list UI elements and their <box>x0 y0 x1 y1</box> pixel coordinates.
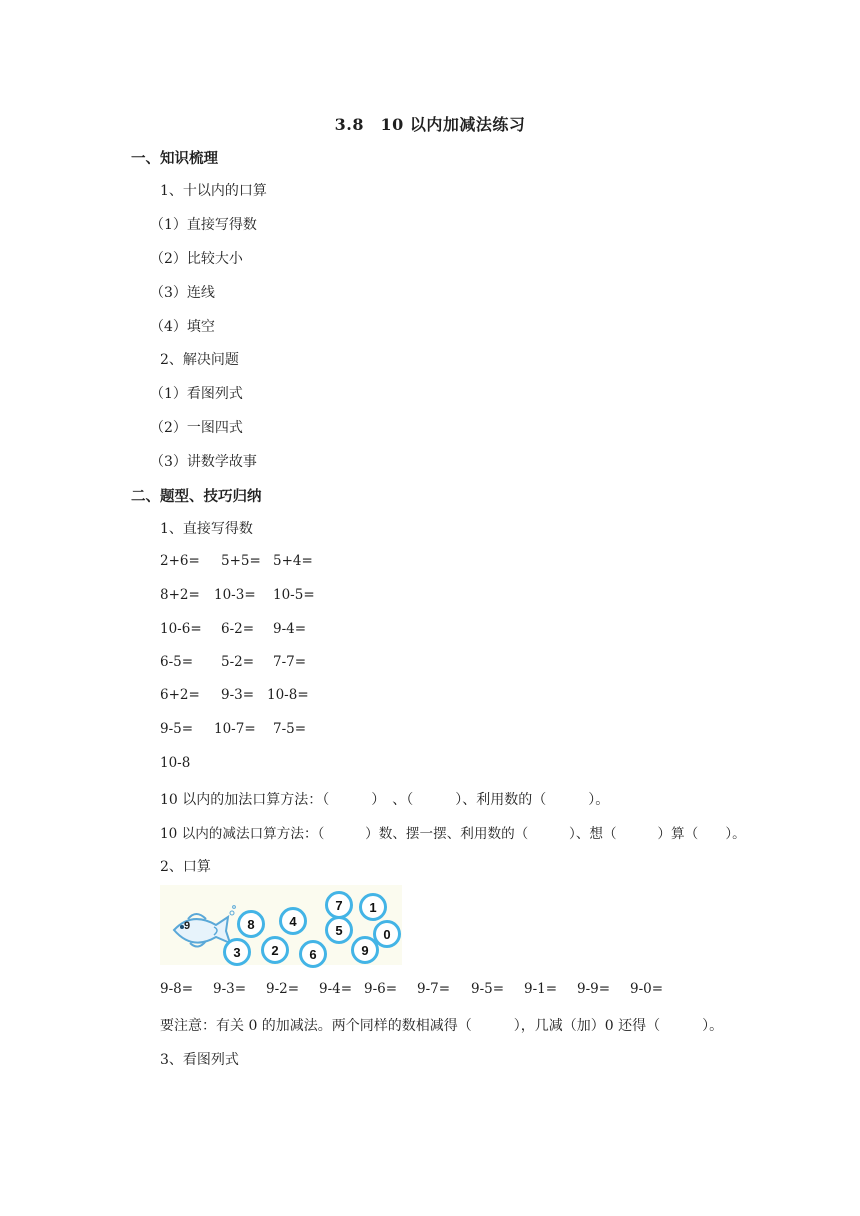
list-item: （1）看图列式 <box>150 386 243 402</box>
section-heading-knowledge: 一、知识梳理 <box>131 150 218 167</box>
number-bubble: 5 <box>325 916 353 944</box>
number-bubble: 3 <box>223 938 251 966</box>
number-bubble: 2 <box>261 936 289 964</box>
number-bubble: 6 <box>299 940 327 968</box>
exercise-item: 10-6= <box>160 621 202 637</box>
oral-item: 9-2= <box>266 981 300 997</box>
exercise-item: 6+2= <box>160 687 200 703</box>
list-item: （3）讲数学故事 <box>150 454 257 470</box>
list-item: （3）连线 <box>150 285 215 301</box>
number-bubble: 7 <box>325 891 353 919</box>
exercise-item: 2+6= <box>160 553 200 569</box>
page-title: 3.8 10 以内加减法练习 <box>334 115 526 134</box>
oral-item: 9-4= <box>319 981 353 997</box>
subheading-direct-write: 1、直接写得数 <box>160 521 253 537</box>
exercise-item: 6-2= <box>221 621 255 637</box>
zero-note-text: 要注意：有关 0 的加减法。两个同样的数相减得（ ），几减（加）0 还得（ ）。 <box>160 1018 724 1034</box>
fish-number: 9 <box>184 920 191 932</box>
list-item: 1、十以内的口算 <box>160 183 267 199</box>
exercise-item: 8+2= <box>160 587 200 603</box>
exercise-item: 10-7= <box>214 721 256 737</box>
list-item: 2、解决问题 <box>160 352 239 368</box>
list-item: （1）直接写得数 <box>150 217 257 233</box>
oral-item: 9-0= <box>630 981 664 997</box>
section-heading-types: 二、题型、技巧归纳 <box>131 488 262 505</box>
number-bubble: 9 <box>351 936 379 964</box>
exercise-item: 10-8= <box>267 687 309 703</box>
number-bubble: 1 <box>359 893 387 921</box>
list-item: （2）比较大小 <box>150 251 243 267</box>
oral-item: 9-6= <box>364 981 398 997</box>
exercise-item: 10-3= <box>214 587 256 603</box>
oral-item: 9-7= <box>417 981 451 997</box>
exercise-item: 5+5= <box>221 553 261 569</box>
oral-item: 9-9= <box>577 981 611 997</box>
exercise-item: 9-4= <box>273 621 307 637</box>
number-bubble: 8 <box>237 910 265 938</box>
oral-item: 9-3= <box>213 981 247 997</box>
exercise-item: 10-5= <box>273 587 315 603</box>
exercise-item: 9-5= <box>160 721 194 737</box>
exercise-item: 7-5= <box>273 721 307 737</box>
fish-bubbles-picture <box>160 885 402 965</box>
number-bubble: 0 <box>373 920 401 948</box>
oral-item: 9-8= <box>160 981 194 997</box>
subheading-oral: 2、口算 <box>160 859 211 875</box>
list-item: （4）填空 <box>150 319 215 335</box>
exercise-item: 6-5= <box>160 654 194 670</box>
list-item: （2）一图四式 <box>150 420 243 436</box>
subheading-picture-equation: 3、看图列式 <box>160 1052 239 1068</box>
number-bubble: 4 <box>279 907 307 935</box>
exercise-item: 10-8 <box>160 755 191 771</box>
oral-item: 9-5= <box>471 981 505 997</box>
addition-method-text: 10 以内的加法口算方法：（ ） 、（ ）、利用数的（ ）。 <box>160 792 610 808</box>
subtraction-method-text: 10 以内的减法口算方法：（ ）数、摆一摆、利用数的（ ）、想（ ）算（ ）。 <box>160 826 746 842</box>
oral-item: 9-1= <box>524 981 558 997</box>
exercise-item: 9-3= <box>221 687 255 703</box>
exercise-item: 5-2= <box>221 654 255 670</box>
exercise-item: 7-7= <box>273 654 307 670</box>
exercise-item: 5+4= <box>273 553 313 569</box>
